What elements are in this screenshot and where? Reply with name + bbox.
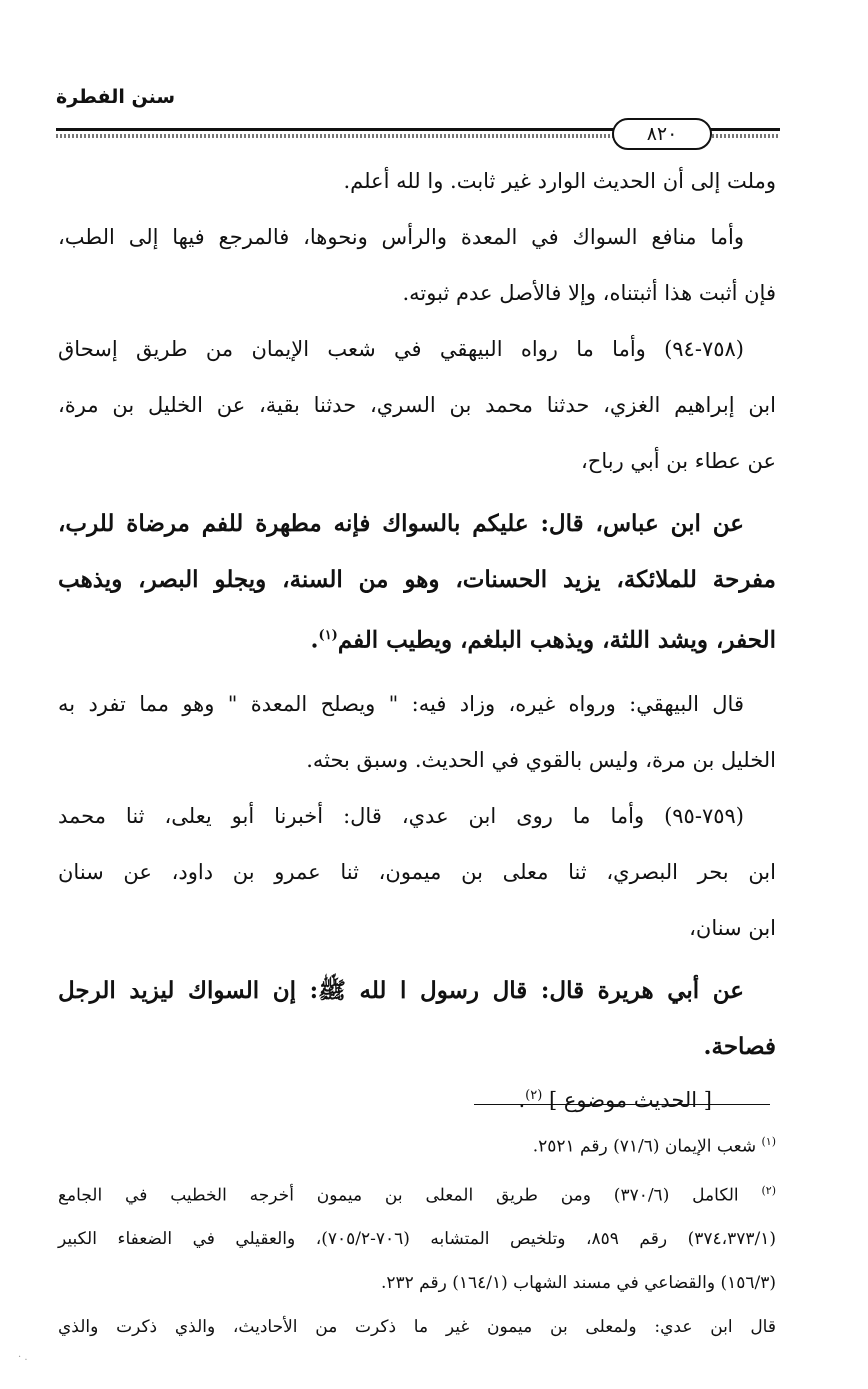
hadith-verdict: [ الحديث موضوع ]: [549, 1087, 712, 1112]
full-stop: .: [518, 1087, 526, 1112]
footnotes: [58, 1120, 776, 1349]
paragraph-line: وملت إلى أن الحديث الوارد غير ثابت. وا لله أعلم.: [343, 169, 776, 193]
main-text: [58, 166, 776, 1115]
hadith-94-matn: مفرحة للملائكة، يزيد الحسنات، وهو من السنة، ويجلو البصر، ويذهب: [58, 566, 776, 593]
footnote-text: شعب الإيمان (٧١/٦) رقم ٢٥٢١.: [532, 1136, 757, 1157]
hadith-94-isnad: ابن إبراهيم الغزي، حدثنا محمد بن السري، حدثنا بقية، عن الخليل بن مرة،: [58, 393, 776, 417]
paragraph-line: وأما منافع السواك في المعدة والرأس ونحوها، فالمرجع فيها إلى الطب،: [58, 225, 744, 249]
hadith-94-isnad: عن عطاء بن أبي رباح،: [581, 449, 776, 473]
full-stop: .: [310, 626, 319, 654]
hadith-95-isnad: ابن بحر البصري، ثنا معلى بن ميمون، ثنا عمرو بن داود، عن سنان: [58, 859, 776, 884]
hadith-95-isnad: (٧٥٩-٩٥) وأما ما روى ابن عدي، قال: أخبرنا أبو يعلى، ثنا محمد: [58, 803, 744, 828]
footnote-ref-1: (١): [318, 628, 338, 643]
footnote-3: قال ابن عدي: ولمعلى بن ميمون غير ما ذكرت من الأحاديث، والذي ذكرت والذي: [58, 1317, 776, 1338]
footnote-text: الكامل (٣٧٠/٦) ومن طريق المعلى بن ميمون أخرجه الخطيب في الجامع: [58, 1185, 739, 1206]
hadith-95-matn: فصاحة.: [703, 1032, 776, 1060]
hadith-94-comment: قال البيهقي: ورواه غيره، وزاد فيه: " ويصلح المعدة " وهو مما تفرد به: [58, 691, 744, 716]
scan-speckle: · .: [18, 1352, 28, 1363]
footnote-separator: [474, 1104, 770, 1105]
footnote-mark: (١): [761, 1135, 776, 1148]
paragraph-line: فإن أثبت هذا أثبتناه، وإلا فالأصل عدم ثبوته.: [402, 281, 776, 305]
hadith-94-matn-text: الحفر، ويشد اللثة، ويذهب البلغم، ويطيب الفم: [337, 626, 776, 654]
footnote-mark: (٢): [761, 1183, 777, 1197]
footnote-2-cont: (١٥٦/٣) والقضاعي في مسند الشهاب (١٦٤/١) رقم ٢٣٢.: [380, 1273, 776, 1294]
hadith-95-matn: عن أبي هريرة قال: قال رسول ا لله ﷺ: إن السواك ليزيد الرجل: [58, 976, 744, 1004]
footnote-1: [58, 1120, 776, 1169]
footnote-ref-2: (٢): [525, 1087, 543, 1103]
hadith-94-isnad: (٧٥٨-٩٤) وأما ما رواه البيهقي في شعب الإيمان من طريق إسحاق: [58, 337, 744, 361]
footnote-2: [58, 1169, 776, 1218]
hadith-95-isnad: ابن سنان،: [689, 915, 776, 940]
hadith-verdict-line: [58, 1081, 776, 1115]
page-number: ٨٢٠: [612, 118, 712, 150]
footnote-2-cont: (٣٧٤،٣٧٣/١) رقم ٨٥٩، وتلخيص المتشابه (٧٠٦-٧٠٥/٢)، والعقيلي في الضعفاء الكبير: [58, 1229, 776, 1250]
running-title: سنن الفطرة: [56, 86, 176, 108]
hadith-94-matn-end: [58, 608, 776, 669]
hadith-94-matn: عن ابن عباس، قال: عليكم بالسواك فإنه مطهرة للفم مرضاة للرب،: [58, 510, 744, 537]
hadith-94-comment: الخليل بن مرة، وليس بالقوي في الحديث. وسبق بحثه.: [306, 747, 776, 772]
